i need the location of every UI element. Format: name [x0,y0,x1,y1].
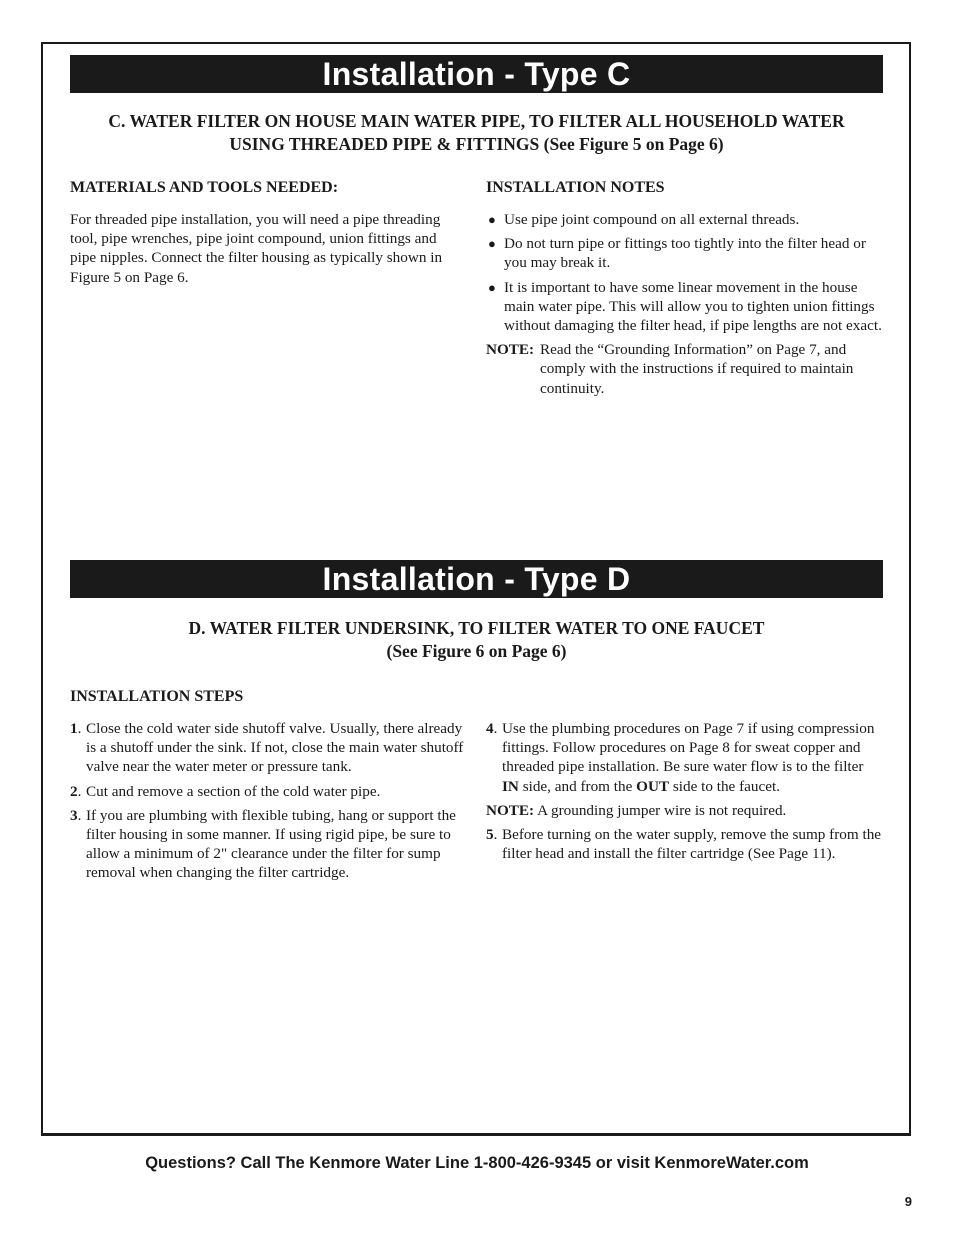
note-label: NOTE: [486,341,535,359]
steps-list [486,719,884,796]
out-label: OUT [636,777,670,795]
bullet-icon: ● [488,212,496,227]
step-number: 3 [70,806,78,824]
section-c-subtitle-line1: C. WATER FILTER ON HOUSE MAIN WATER PIPE, TO FILTER ALL HOUSEHOLD WATER [108,111,845,131]
step-4: 4. Use the plumbing procedures on Page 7 if using compression fittings. Follow procedures on Page 8 for sweat copper and threaded pipe installation. Be sure water flow is to the filter IN side, and from the OUT side to the faucet. [486,720,875,795]
footer-contact: Questions? Call The Kenmore Water Line 1-800-426-9345 or visit KenmoreWater.com [145,1154,809,1172]
steps-list [70,719,466,883]
step-text: side to the faucet. [669,777,780,795]
list-item [486,234,884,272]
steps-left-column [70,719,466,888]
materials-heading: MATERIALS AND TOOLS NEEDED: [70,179,339,196]
installation-notes-list [486,210,884,335]
note-text: Read the “Grounding Information” on Page 7, and comply with the instructions if required to maintain continuity. [540,341,854,397]
section-d-subtitle-line1: D. WATER FILTER UNDERSINK, TO FILTER WATER TO ONE FAUCET [188,618,765,638]
steps-right-column [486,719,884,868]
step-text: Before turning on the water supply, remove the sump from the filter head and install the filter cartridge (See Page 11). [502,826,882,863]
installation-notes-column [486,210,884,398]
materials-column [70,210,465,287]
in-label: IN [502,777,519,795]
step-number: 2 [70,782,78,800]
section-d-subtitle-line2: (See Figure 6 on Page 6) [386,641,567,661]
steps-list [486,825,884,863]
grounding-note [486,340,884,398]
step-text: Cut and remove a section of the cold water pipe. [86,782,381,800]
section-c-subtitle [70,110,883,156]
step-text: side, and from the [518,777,637,795]
step-3: 3. If you are plumbing with flexible tubing, hang or support the filter housing in some manner. If using rigid pipe, be sure to allow a minimum of 2" clearance under the filter for sump removal when changing the filter cartridge. [70,806,456,882]
page-number: 9 [904,1194,912,1209]
installation-notes-heading: INSTALLATION NOTES [486,179,665,196]
step-1: 1. Close the cold water side shutoff valve. Usually, there already is a shutoff under the sink. If not, close the main water shutoff valve near the water meter or pressure tank. [70,720,464,776]
section-d-subtitle [70,617,883,663]
note-text: It is important to have some linear movement in the house main water pipe. This will allow you to tighten union fittings without damaging the filter head, if pipe lengths are not exact. [504,278,882,335]
note-text: A grounding jumper wire is not required. [534,801,787,819]
bullet-icon: ● [488,279,496,295]
note-text: Do not turn pipe or fittings too tightly into the filter head or you may break it. [504,235,866,272]
step-2: 2. Cut and remove a section of the cold water pipe. [70,782,381,800]
step-5: 5. Before turning on the water supply, remove the sump from the filter head and install the filter cartridge (See Page 11). [486,826,882,863]
bullet-icon: ● [488,236,496,252]
materials-text: For threaded pipe installation, you will need a pipe threading tool, pipe wrenches, pipe joint compound, union fittings and pipe nipples. Connect the filter housing as typically shown in Figure 5 on Page 6. [70,211,443,286]
section-c-subtitle-line2: USING THREADED PIPE & FITTINGS (See Figure 5 on Page 6) [229,134,724,154]
step-number: 4 [486,720,494,737]
step-text: Use the plumbing procedures on Page 7 if using compression fittings. Follow procedures on Page 8 for sweat copper and threaded pipe installation. Be sure water flow is to the filter [502,720,875,776]
step-text: If you are plumbing with flexible tubing, hang or support the filter housing in some manner. If using rigid pipe, be sure to allow a minimum of 2" clearance under the filter for sump removal when changing the filter cartridge. [86,806,456,882]
note-label: NOTE: [486,801,535,819]
section-d-title: Installation - Type D [70,560,883,598]
grounding-note [486,801,884,820]
step-number: 5 [486,826,494,844]
installation-steps-heading: INSTALLATION STEPS [70,688,244,705]
step-number: 1 [70,720,78,737]
note-text: Use pipe joint compound on all external threads. [504,211,800,228]
step-text: Close the cold water side shutoff valve. Usually, there already is a shutoff under the sink. If not, close the main water shutoff valve near the water meter or pressure tank. [86,720,464,776]
section-c-title: Installation - Type C [70,55,883,93]
list-item [486,210,884,229]
list-item [486,278,884,336]
